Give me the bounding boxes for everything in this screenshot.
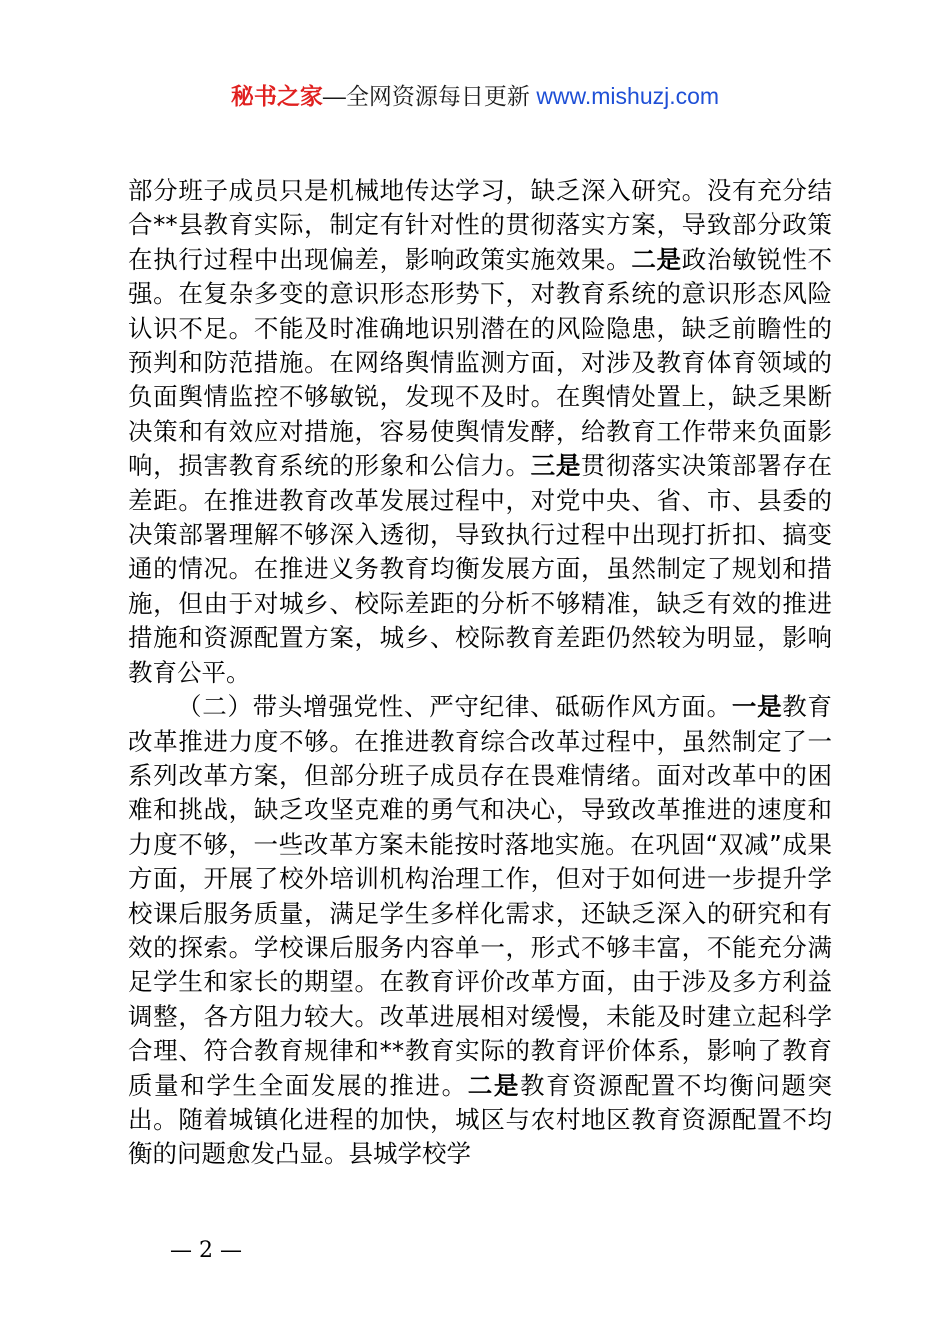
paragraph-text: 教育资源配置不均衡问题突出。随着城镇化进程的加快，城区与农村地区教育资源配置不均衡的问题愈发凸显。县城学校学	[128, 1070, 833, 1169]
point-marker: 三是	[530, 451, 582, 481]
paragraph-text: 部分班子成员只是机械地传达学习，缺乏深入研究。没有充分结合**县教育实际，制定有针对性的贯彻落实方案，导致部分政策在执行过程中出现偏差，影响政策实施效果。	[128, 176, 832, 274]
paragraph-text: 贯彻落实决策部署存在差距。在推进教育改革发展过程中，对党中央、省、市、县委的决策部署理解不够深入透彻，导致执行过程中出现打折扣、搞变通的情况。在推进义务教育均衡发展方面，虽然制定了规划和措施，但由于对城乡、校际差距的分析不够精准，缺乏有效的推进措施和资源配置方案，城乡、校际教育差距仍然较为明显，影响教育公平。	[128, 451, 833, 687]
point-marker: 二是	[467, 1070, 521, 1100]
paragraph-text: 教育改革推进力度不够。在推进教育综合改革过程中，虽然制定了一系列改革方案，但部分班子成员存在畏难情绪。面对改革中的困难和挑战，缺乏攻坚克难的勇气和决心，导致改革推进的速度和力度不够，一些改革方案未能按时落地实施。在巩固“双减”成果方面，开展了校外培训机构治理工作，但对于如何进一步提升学校课后服务质量，满足学生多样化需求，还缺乏深入的研究和有效的探索。学校课后服务内容单一，形式不够丰富，不能充分满足学生和家长的期望。在教育评价改革方面，由于涉及多方利益调整，各方阻力较大。改革进展相对缓慢，未能及时建立起科学合理、符合教育规律和**教育实际的教育评价体系，影响了教育质量和学生全面发展的推进。	[128, 692, 833, 1100]
page-number: — 2 —	[170, 1238, 242, 1263]
site-brand: 秘书之家	[230, 83, 323, 109]
section-heading: （二）带头增强党性、严守纪律、砥砺作风方面。	[177, 692, 732, 722]
site-tagline: —全网资源每日更新	[322, 83, 537, 109]
point-marker: 二是	[631, 244, 682, 274]
point-marker: 一是	[731, 692, 783, 722]
site-url-link[interactable]: www.mishuzj.com	[536, 83, 720, 109]
paragraph	[128, 690, 832, 1172]
paragraph	[128, 174, 832, 690]
document-body	[128, 174, 832, 1172]
paragraph-text: 政治敏锐性不强。在复杂多变的意识形态形势下，对教育系统的意识形态风险认识不足。不能及时准确地识别潜在的风险隐患，缺乏前瞻性的预判和防范措施。在网络舆情监测方面，对涉及教育体育领域的负面舆情监控不够敏锐，发现不及时。在舆情处置上，缺乏果断决策和有效应对措施，容易使舆情发酵，给教育工作带来负面影响，损害教育系统的形象和公信力。	[128, 244, 833, 481]
site-header	[0, 80, 950, 112]
